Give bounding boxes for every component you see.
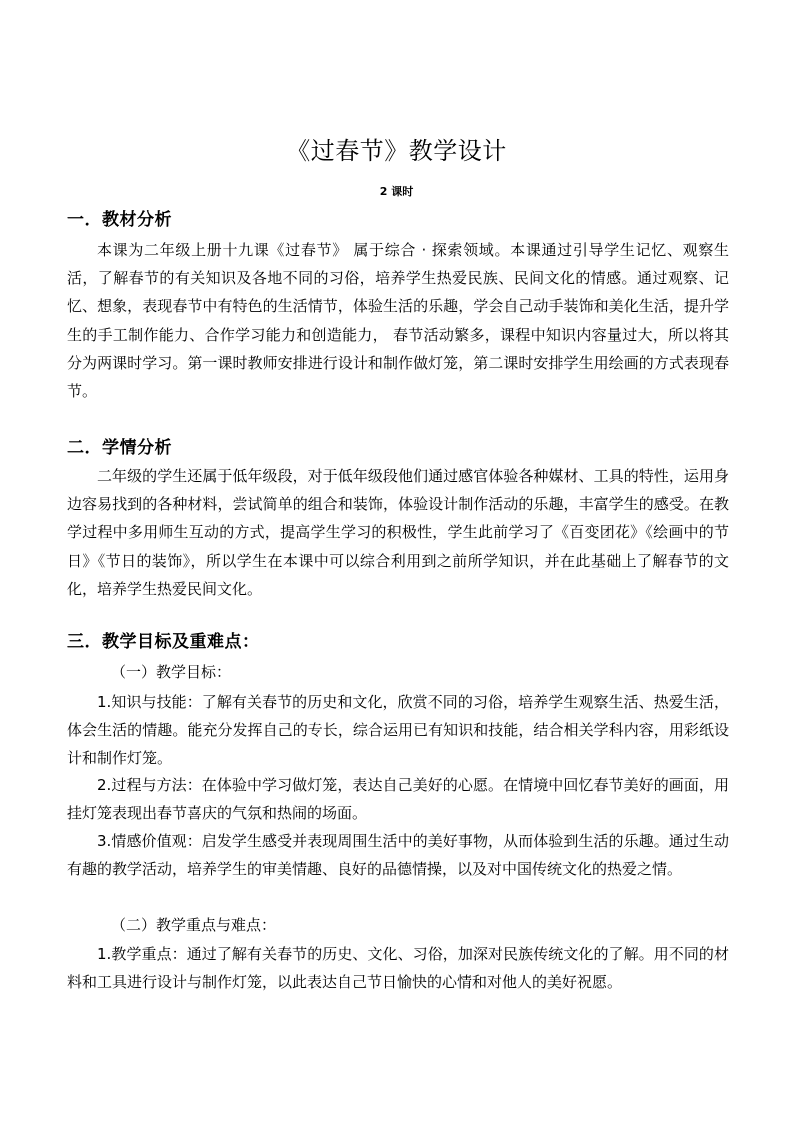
document-title: 《过春节》教学设计 [286,137,507,165]
section-heading-learner-analysis: 二．学情分析 [67,438,172,458]
goal-item-process-methods: 2.过程与方法：在体验中学习做灯笼，表达自己美好的心愿。在情境中回忆春节美好的画面，用挂灯笼表现出春节喜庆的气氛和热闹的场面。 [67,776,729,823]
section-heading-goals-and-key-points: 三．教学目标及重难点： [67,632,260,652]
subsection-heading-key-and-difficult-points: （二）教学重点与难点： [111,916,277,934]
section-heading-textbook-analysis: 一．教材分析 [67,210,172,230]
goal-item-knowledge-skills: 1.知识与技能：了解有关春节的历史和文化，欣赏不同的习俗，培养学生观察生活、热爱生活，体会生活的情趣。能充分发挥自己的专长，综合运用已有知识和技能，结合相关学科内容，用彩纸设计和制作灯笼。 [67,693,729,768]
section-paragraph-textbook-analysis: 本课为二年级上册十九课《过春节》 属于综合 · 探索领域。本课通过引导学生记忆、观察生活，了解春节的有关知识及各地不同的习俗，培养学生热爱民族、民间文化的情感。通过观察、记忆、想象，表现春节中有特色的生活情节，体验生活的乐趣，学会自己动手装饰和美化生活，提升学生的手工制作能力、合作学习能力和创造能力， 春节活动繁多，课程中知识内容量过大，所以将其分为两课时学习。第一课时教师安排进行设计和制作做灯笼，第二课时安排学生用绘画的方式表现春节。 [67,241,729,401]
document-subtitle: 2 课时 [379,185,414,198]
subsection-heading-teaching-goals: （一）教学目标： [111,663,232,681]
goal-item-emotional-values: 3.情感价值观：启发学生感受并表现周围生活中的美好事物，从而体验到生活的乐趣。通过生动有趣的教学活动，培养学生的审美情趣、良好的品德情操，以及对中国传统文化的热爱之情。 [67,832,729,879]
key-point-item: 1.教学重点：通过了解有关春节的历史、文化、习俗，加深对民族传统文化的了解。用不同的材料和工具进行设计与制作灯笼，以此表达自己节日愉快的心情和对他人的美好祝愿。 [67,945,729,992]
section-paragraph-learner-analysis: 二年级的学生还属于低年级段，对于低年级段他们通过感官体验各种媒材、工具的特性，运用身边容易找到的各种材料，尝试简单的组合和装饰，体验设计制作活动的乐趣，丰富学生的感受。在教学过程中多用师生互动的方式，提高学生学习的积极性，学生此前学习了《百变团花》《绘画中的节日》《节日的装饰》，所以学生在本课中可以综合利用到之前所学知识，并在此基础上了解春节的文化，培养学生热爱民间文化。 [67,467,729,598]
